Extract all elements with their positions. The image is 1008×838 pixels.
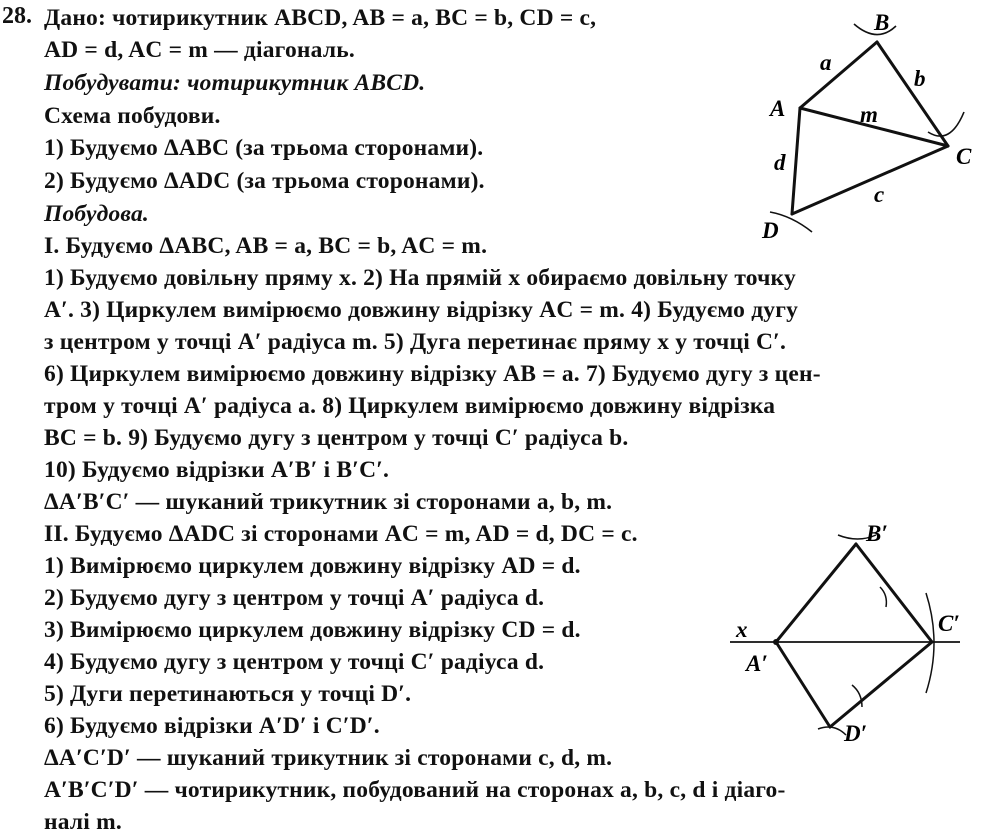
arc-d-prime <box>818 727 846 735</box>
label-b: b <box>914 66 926 91</box>
text-line-step-I-7: 10) Будуємо відрізки A′B′ і B′C′. <box>44 457 390 483</box>
text-line-step-II-1: 1) Вимірюємо циркулем довжину відрізку AD = d. <box>44 553 581 579</box>
text-line-given-2: AD = d, AC = m — діагональ. <box>44 37 355 63</box>
label-m: m <box>860 102 878 127</box>
text-line-step-II: II. Будуємо ΔADC зі сторонами AC = m, AD = d, DC = c. <box>44 521 638 547</box>
text-line-conclusion: A′B′C′D′ — чотирикутник, побудований на сторонах a, b, c, d і діаго- <box>44 777 786 803</box>
segment-a-b <box>776 544 856 642</box>
text-line-scheme-title: Схема побудови. <box>44 103 221 129</box>
text-line-step-II-2: 2) Будуємо дугу з центром у точці A′ радіуса d. <box>44 585 545 611</box>
side-ab <box>800 42 877 108</box>
text-line-step-I-6: BC = b. 9) Будуємо дугу з центром у точці C′ радіуса b. <box>44 425 629 451</box>
text-line-construction-title: Побудова. <box>44 201 149 227</box>
text-line-step-I-5: тром у точці A′ радіуса a. 8) Циркулем вимірюємо довжину відрізка <box>44 393 776 419</box>
text-line-given: Дано: чотирикутник ABCD, AB = a, BC = b, CD = c, <box>44 5 597 31</box>
text-line-task: Побудувати: чотирикутник ABCD. <box>44 70 426 96</box>
text-line-conclusion-2: налі m. <box>44 809 122 835</box>
construction-figure <box>730 515 1008 755</box>
label-C-prime: C′ <box>938 611 960 636</box>
text-line-step-II-5: 5) Дуги перетинаються у точці D′. <box>44 681 412 707</box>
label-B: B <box>874 10 890 35</box>
side-cd <box>792 146 948 214</box>
label-B-prime: B′ <box>866 521 888 546</box>
segment-b-c <box>856 544 932 642</box>
text-line-step-I-1: 1) Будуємо довільну пряму x. 2) На прямій x обираємо довільну точку <box>44 265 796 291</box>
label-D-prime: D′ <box>844 721 868 746</box>
text-line-step-II-3: 3) Вимірюємо циркулем довжину відрізку CD = d. <box>44 617 581 643</box>
arc-b-construct <box>880 587 886 607</box>
text-line-scheme-2: 2) Будуємо ΔADC (за трьома сторонами). <box>44 168 485 194</box>
text-line-step-I-2: A′. 3) Циркулем вимірюємо довжину відрізку AC = m. 4) Будуємо дугу <box>44 297 799 323</box>
text-line-step-I-3: з центром у точці A′ радіуса m. 5) Дуга перетинає пряму x у точці C′. <box>44 329 787 355</box>
text-line-step-I-4: 6) Циркулем вимірюємо довжину відрізку AB = a. 7) Будуємо дугу з цен- <box>44 361 821 387</box>
label-D: D <box>762 218 779 243</box>
side-da <box>792 108 800 214</box>
text-line-triangle-acd: ΔA′C′D′ — шуканий трикутник зі сторонами c, d, m. <box>44 745 613 771</box>
label-x: x <box>736 617 748 642</box>
label-A: A <box>770 96 786 121</box>
label-a: a <box>820 50 832 75</box>
segment-c-d <box>830 642 932 727</box>
label-C: C <box>956 144 972 169</box>
label-d: d <box>774 150 786 175</box>
text-line-step-I: I. Будуємо ΔABC, AB = a, BC = b, AC = m. <box>44 233 488 259</box>
point-a-prime <box>773 639 779 645</box>
label-c: c <box>874 182 885 207</box>
segment-d-a <box>776 642 830 727</box>
text-line-triangle-abc: ΔA′B′C′ — шуканий трикутник зі сторонами a, b, m. <box>44 489 613 515</box>
label-A-prime: A′ <box>746 651 768 676</box>
text-line-scheme-1: 1) Будуємо ΔABC (за трьома сторонами). <box>44 135 484 161</box>
text-line-step-II-4: 4) Будуємо дугу з центром у точці C′ радіуса d. <box>44 649 545 675</box>
quadrilateral-figure <box>750 0 1008 250</box>
problem-number: 28. <box>2 3 32 29</box>
text-line-step-II-6: 6) Будуємо відрізки A′D′ і C′D′. <box>44 713 380 739</box>
